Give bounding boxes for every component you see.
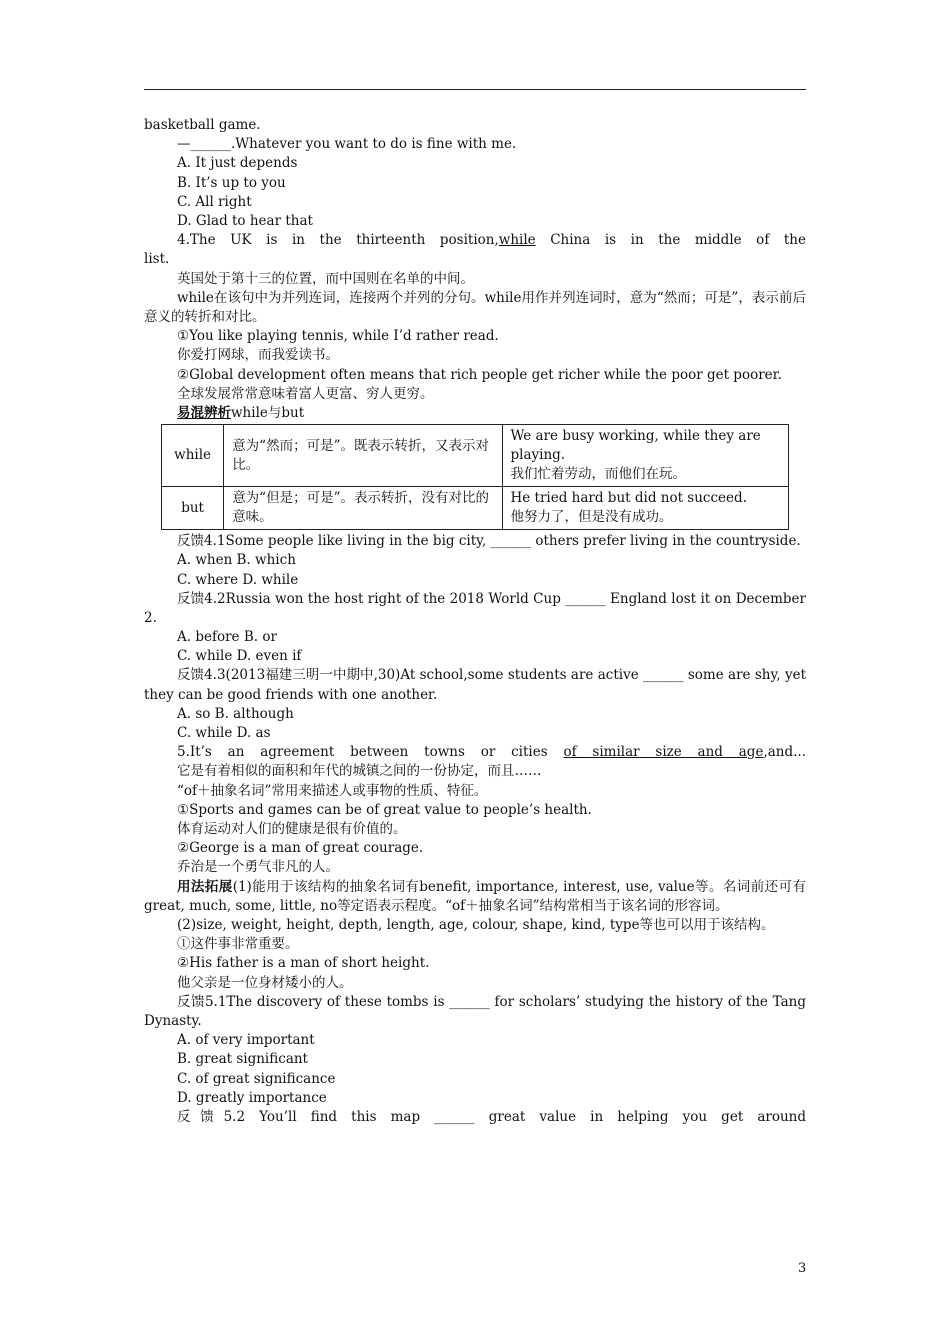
option-line: B. It’s up to you	[177, 174, 286, 191]
item5-example-4-en: ②His father is a man of short height.	[177, 955, 430, 972]
option-line: C. All right	[177, 193, 252, 210]
usage-extension-2: (2)size, weight, height, depth, length, age, colour, shape, kind, type等也可以用于该结构。	[177, 917, 775, 934]
option-line: C. where D. while	[177, 571, 299, 588]
keyword-while: while	[498, 232, 536, 249]
item4-example-2-cn: 全球发展常常意味着富人更富、穷人更穷。	[177, 385, 434, 402]
option-line: B. great significant	[177, 1051, 308, 1068]
option-line: A. It just depends	[177, 155, 298, 172]
item5-translation: 它是有着相似的面积和年代的城镇之间的一份协定，而且……	[177, 763, 542, 780]
header-rule	[144, 89, 806, 90]
table-row	[162, 487, 789, 530]
item5-note: “of＋抽象名词”常用来描述人或事物的性质、特征。	[177, 782, 488, 799]
item4-sentence-end: list.	[144, 251, 170, 268]
table-cell-word: while	[162, 425, 224, 487]
text-line: basketball game.	[144, 117, 261, 133]
usage-extension-1: 用法拓展(1)能用于该结构的抽象名词有benefit, importance, interest, use, value等。名词前还可有great, much, some, little, no等定语表示程度。“of＋抽象名词”结构常相当于该名词的形容词。	[144, 878, 806, 914]
option-line: D. Glad to hear that	[177, 212, 313, 229]
option-line: A. of very important	[177, 1032, 315, 1049]
item5-sentence: 5.It’s an agreement between towns or cities of similar size and age,and...	[177, 744, 806, 761]
compare-table	[161, 424, 789, 530]
text-line: —______.Whatever you want to do is fine with me.	[177, 136, 517, 153]
table-cell-meaning: 意为“然而；可是”。既表示转折，又表示对比。	[224, 425, 502, 487]
option-line: A. before B. or	[177, 629, 277, 646]
item4-translation: 英国处于第十三的位置，而中国则在名单的中间。	[177, 270, 474, 287]
item5-example-3: ①这件事非常重要。	[177, 936, 299, 953]
item5-example-4-cn: 他父亲是一位身材矮小的人。	[177, 974, 353, 991]
item4-note: while在该句中为并列连词，连接两个并列的分句。while用作并列连词时，意为“然而；可是”，表示前后意义的转折和对比。	[144, 289, 806, 325]
option-line: D. greatly importance	[177, 1089, 327, 1106]
compare-heading: 易混辨析while与but	[177, 404, 305, 421]
page-number: 3	[798, 1261, 807, 1276]
item5-example-1-en: ①Sports and games can be of great value to people’s health.	[177, 801, 592, 818]
feedback-question: 反馈4.3(2013福建三明一中期中,30)At school,some students are active ______ some are shy, yet they can be good friends with one another.	[144, 667, 806, 703]
item5-example-2-cn: 乔治是一个勇气非凡的人。	[177, 859, 339, 876]
item5-example-2-en: ②George is a man of great courage.	[177, 840, 424, 857]
table-cell-word: but	[162, 487, 224, 530]
feedback-question: 反馈5.1The discovery of these tombs is ______ for scholars’ studying the history of the Tang Dynasty.	[144, 993, 806, 1030]
item4-example-1-en: ①You like playing tennis, while I’d rather read.	[177, 328, 499, 345]
feedback-question: 反馈4.1Some people like living in the big city, ______ others prefer living in the countryside.	[177, 533, 801, 550]
table-cell-example: We are busy working, while they are playing. 我们忙着劳动，而他们在玩。	[502, 425, 789, 487]
feedback-question: 反馈4.2Russia won the host right of the 2018 World Cup ______ England lost it on December 2.	[144, 590, 806, 626]
item5-example-1-cn: 体育运动对人们的健康是很有价值的。	[177, 821, 407, 838]
option-line: A. when B. which	[177, 552, 296, 569]
table-row	[162, 425, 789, 487]
option-line: A. so B. although	[177, 705, 294, 722]
item4-example-1-cn: 你爱打网球，而我爱读书。	[177, 347, 339, 364]
item4-sentence: 4.The UK is in the thirteenth position,while China is in the middle of the	[177, 232, 806, 249]
table-cell-meaning: 意为“但是；可是”。表示转折，没有对比的意味。	[224, 487, 502, 530]
document-body	[144, 116, 806, 1127]
keyword-of-similar-size: of similar size and age	[563, 744, 764, 761]
item4-example-2-en: ②Global development often means that rich people get richer while the poor get poorer.	[177, 366, 782, 383]
option-line: C. of great significance	[177, 1070, 336, 1087]
option-line: C. while D. even if	[177, 648, 302, 665]
option-line: C. while D. as	[177, 725, 271, 742]
table-cell-example: He tried hard but did not succeed. 他努力了，但是没有成功。	[502, 487, 789, 530]
feedback-question: 反馈5.2 You’ll find this map ______ great value in helping you get around	[177, 1109, 806, 1126]
